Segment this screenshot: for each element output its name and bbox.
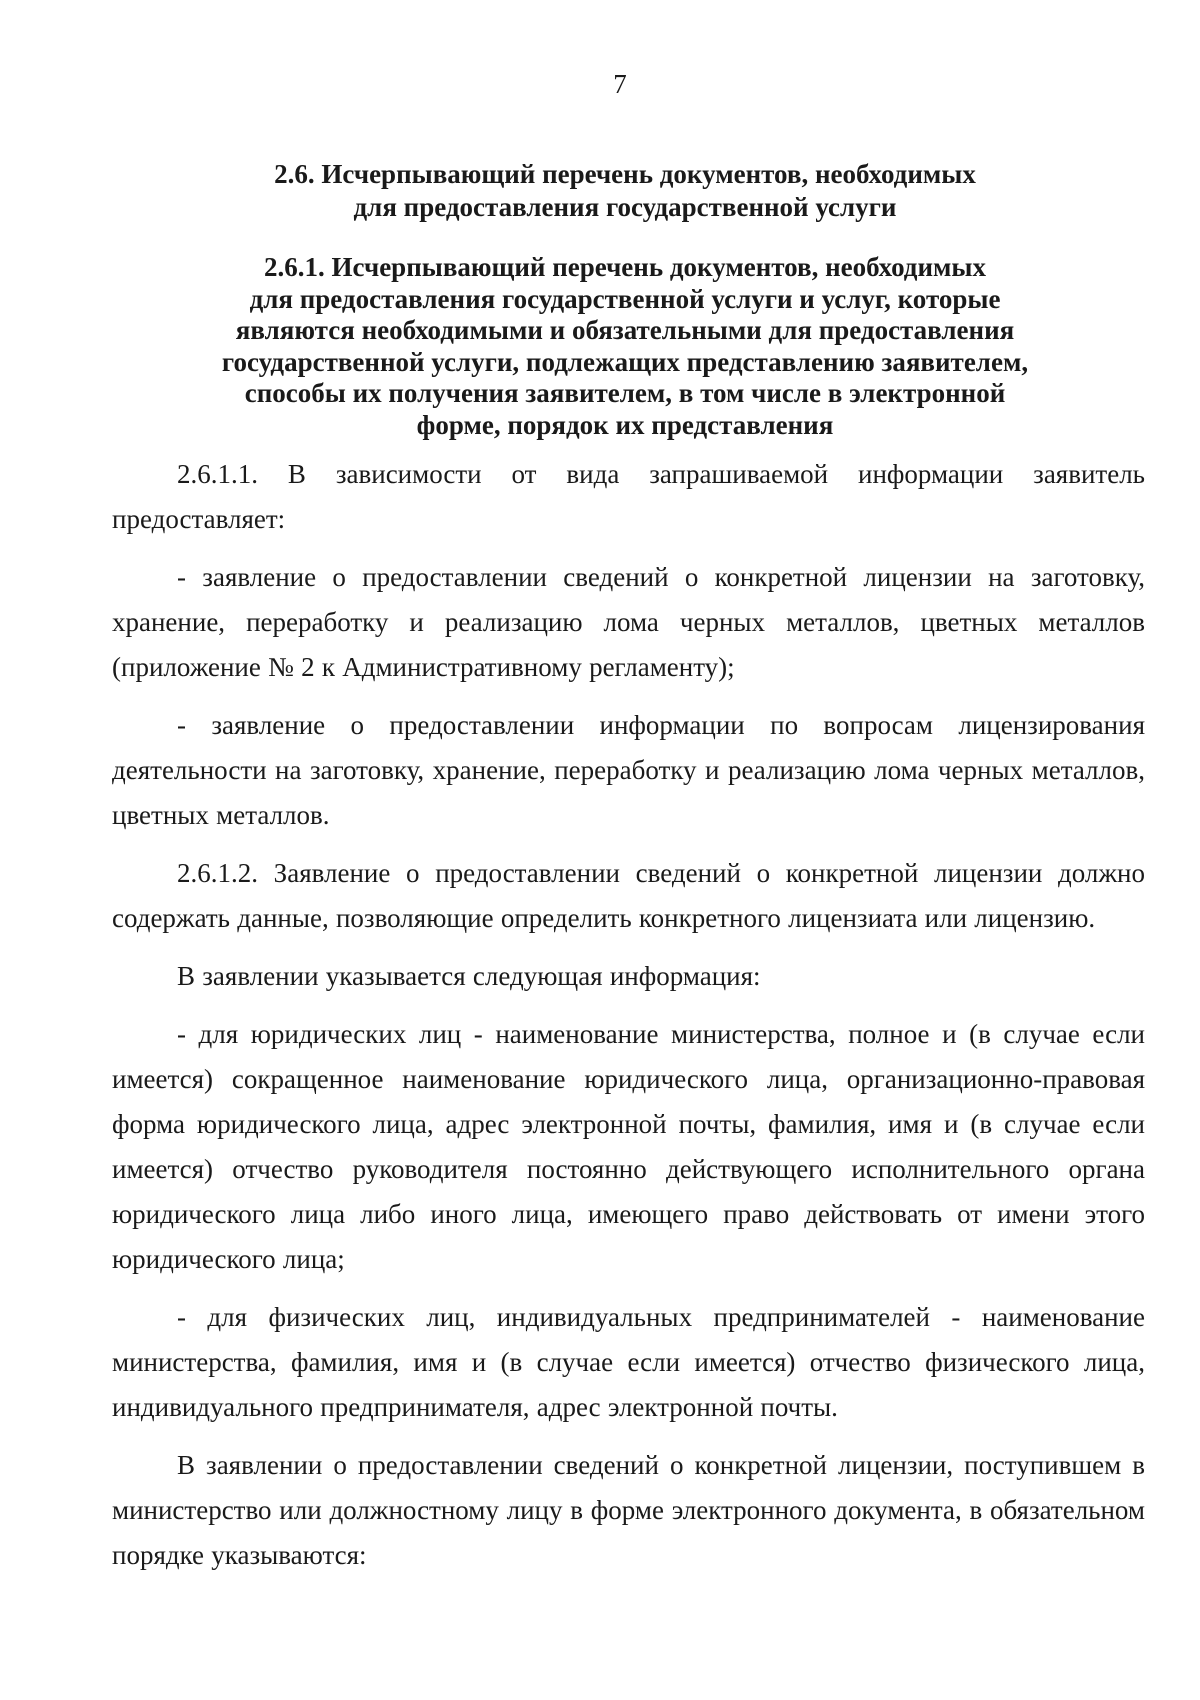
paragraph-2-6-1-1: 2.6.1.1. В зависимости от вида запрашиваемой информации заявитель предоставляет: [112, 459, 1145, 534]
list-item-individuals: - для физических лиц, индивидуальных предпринимателей - наименование министерства, фамилия, имя и (в случае если имеется) отчество физического лица, индивидуального предпринимателя, адрес электронной почты. [112, 1302, 1145, 1422]
page-number: 7 [613, 69, 627, 99]
subsection-heading-line: государственной услуги, подлежащих представлению заявителем, [221, 346, 1029, 377]
section-heading [150, 158, 1100, 224]
subsection-heading-line: 2.6.1. Исчерпывающий перечень документов, необходимых [264, 252, 986, 282]
paragraph-electronic-application: В заявлении о предоставлении сведений о конкретной лицензии, поступившем в министерство или должностному лицу в форме электронного документа, в обязательном порядке указываются: [112, 1450, 1145, 1570]
paragraph-required-info: В заявлении указывается следующая информация: [177, 961, 761, 991]
paragraph-2-6-1-2: 2.6.1.2. Заявление о предоставлении сведений о конкретной лицензии должно содержать данные, позволяющие определить конкретного лицензиата или лицензию. [112, 858, 1145, 933]
subsection-heading [150, 252, 1100, 441]
subsection-heading-line: для предоставления государственной услуги и услуг, которые [249, 283, 1001, 314]
section-heading-line: 2.6. Исчерпывающий перечень документов, необходимых [274, 159, 976, 189]
document-body [112, 452, 1145, 1578]
list-item-application-information: - заявление о предоставлении информации по вопросам лицензирования деятельности на заготовку, хранение, переработку и реализацию лома черных металлов, цветных металлов. [112, 710, 1145, 830]
list-item-application-license: - заявление о предоставлении сведений о конкретной лицензии на заготовку, хранение, переработку и реализацию лома черных металлов, цветных металлов (приложение № 2 к Административному регламенту); [112, 562, 1145, 682]
subsection-heading-line: форме, порядок их представления [416, 409, 834, 440]
list-item-legal-entities: - для юридических лиц - наименование министерства, полное и (в случае если имеется) сокращенное наименование юридического лица, организационно-правовая форма юридического лица, адрес электронной почты, фамилия, имя и (в случае если имеется) отчество руководителя постоянно действующего исполнительного органа юридического лица либо иного лица, имеющего право действовать от имени этого юридического лица; [112, 1019, 1145, 1274]
subsection-heading-line: являются необходимыми и обязательными для предоставления [235, 315, 1015, 345]
subsection-heading-line: способы их получения заявителем, в том числе в электронной [244, 378, 1006, 408]
section-heading-line: для предоставления государственной услуги [353, 192, 897, 222]
